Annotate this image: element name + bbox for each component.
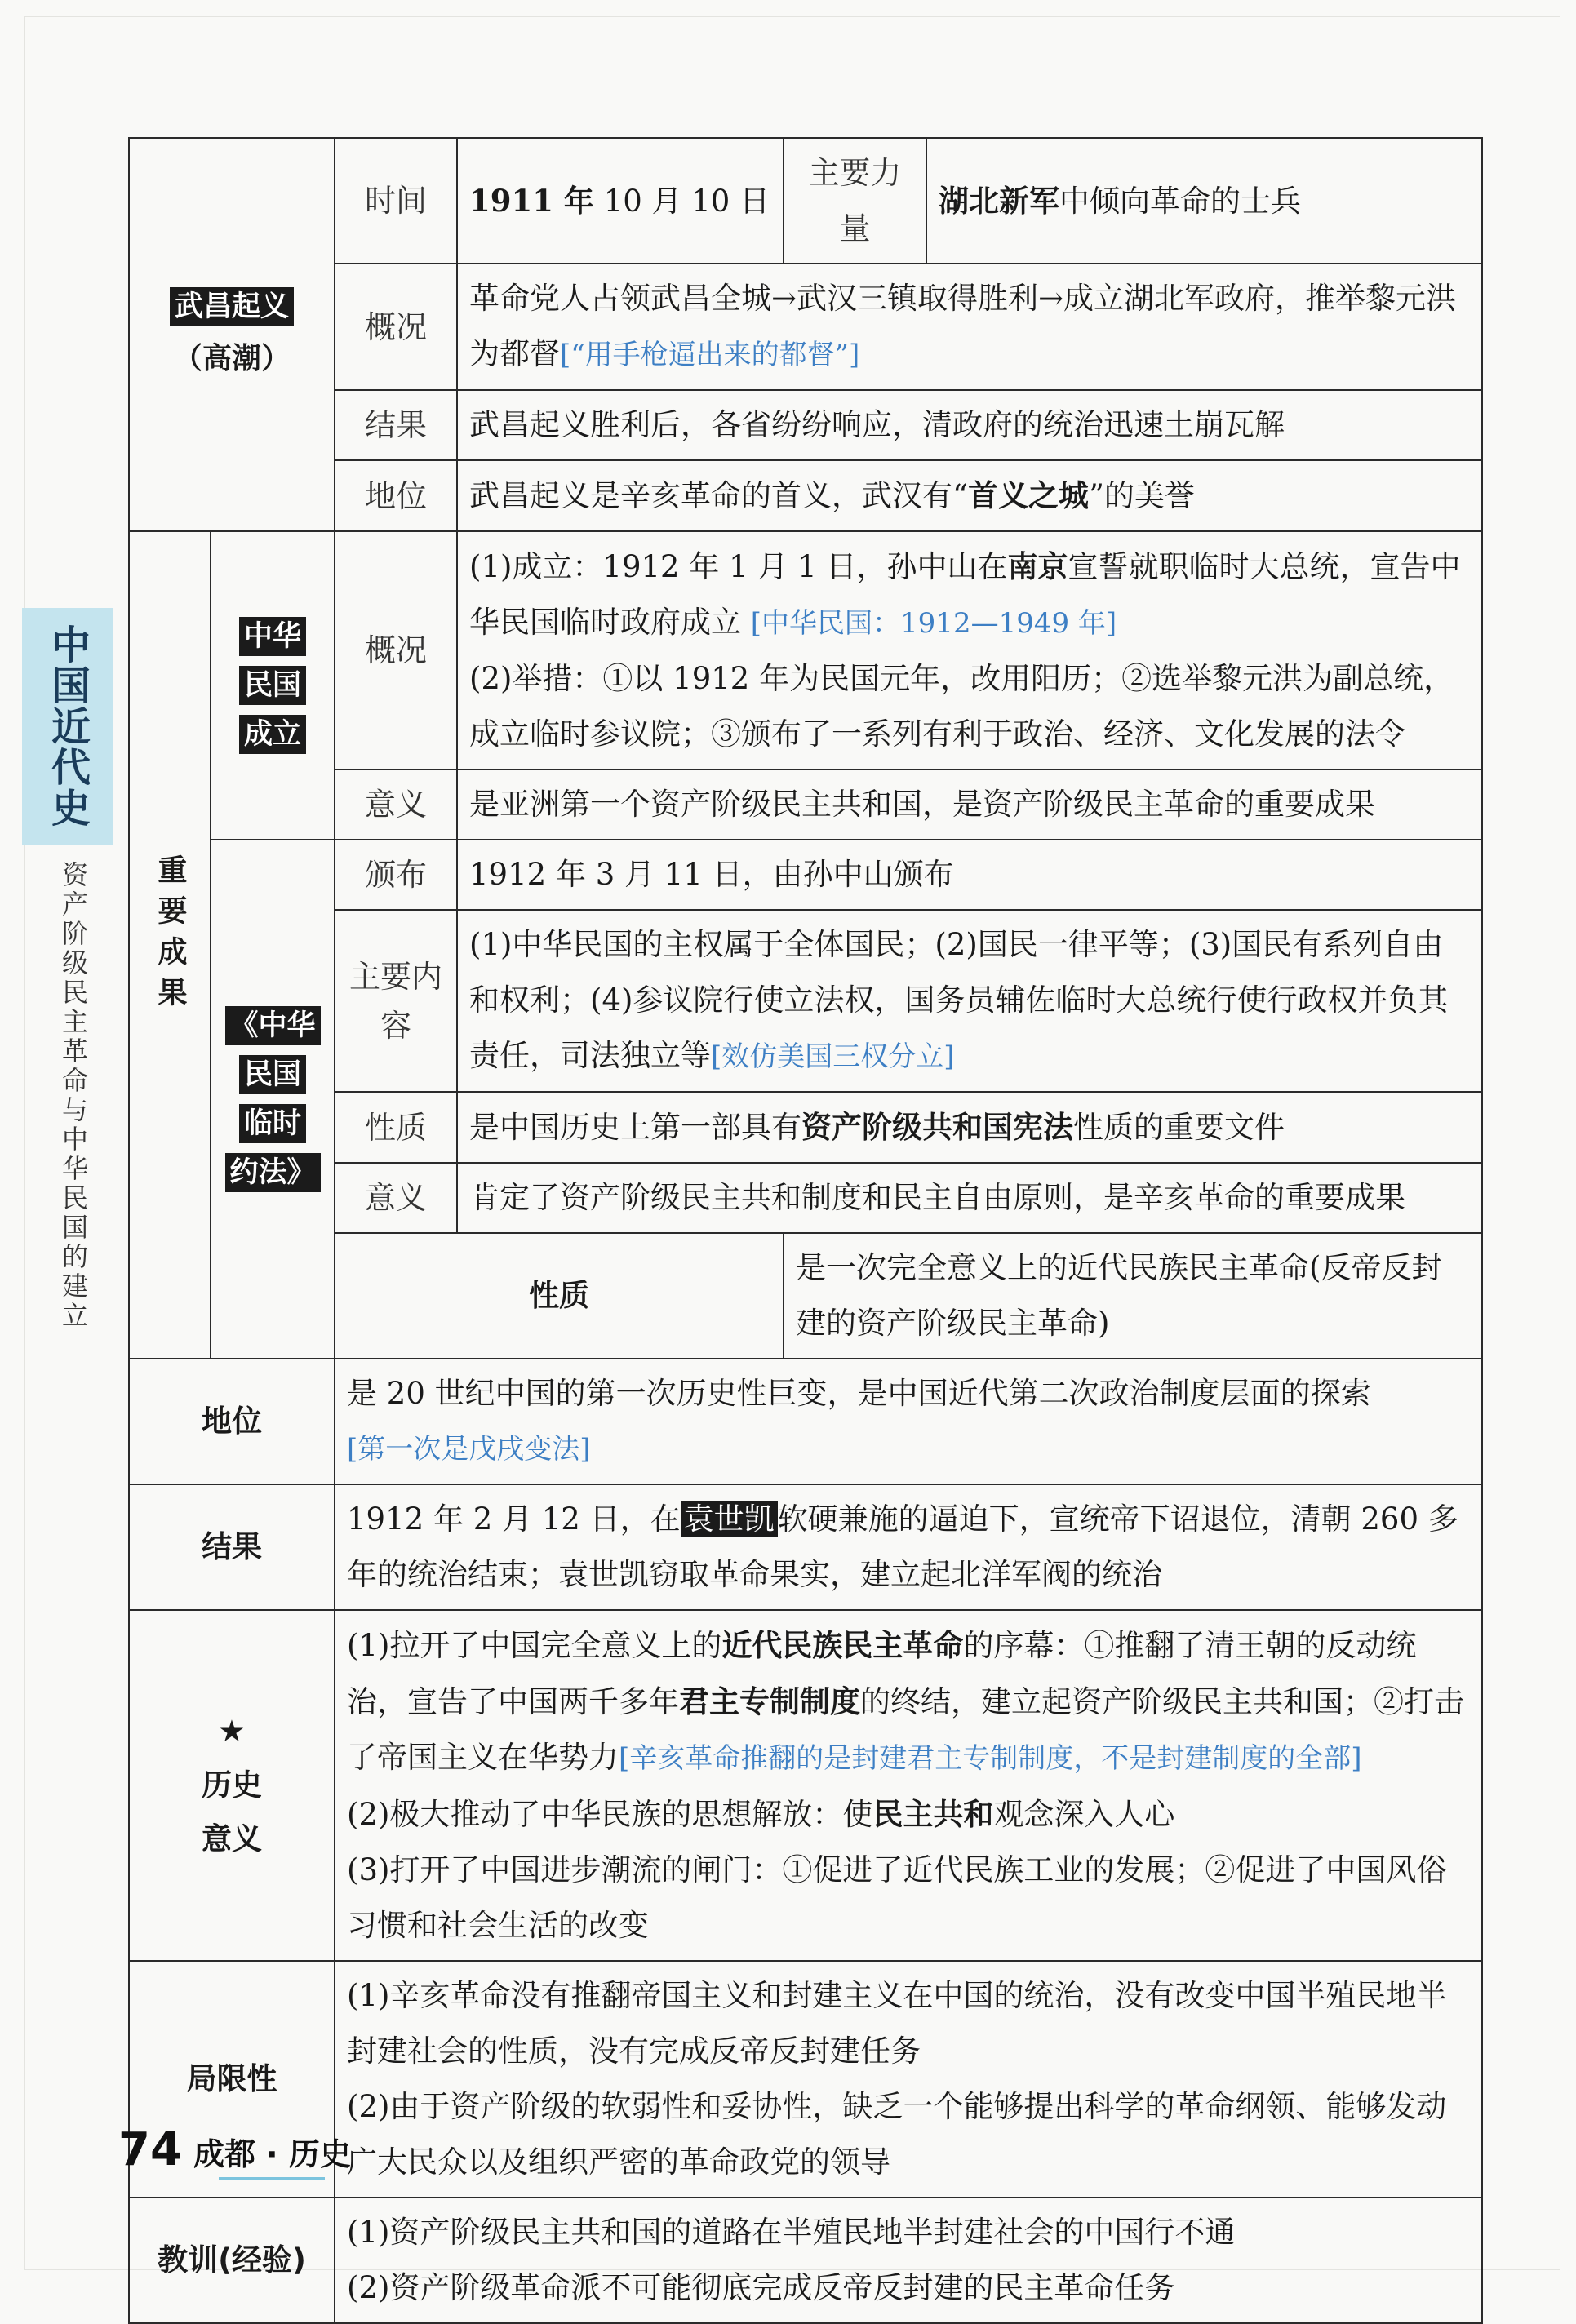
roc-tag-1: 中华 — [239, 617, 306, 656]
roc-p1 — [469, 539, 1470, 651]
force-label: 主要力量 — [784, 138, 926, 264]
achievements-label-cell — [129, 531, 211, 1359]
result-pre: 1912 年 2 月 12 日，在 — [347, 1501, 681, 1537]
overview-note: [“用手枪逼出来的都督”] — [560, 339, 860, 371]
const-nature-pre: 是中国历史上第一部具有 — [469, 1110, 802, 1145]
significance-label-1: 历史 — [202, 1767, 262, 1803]
sig-p2-b: 民主共和 — [872, 1796, 994, 1832]
star-icon: ★ — [218, 1714, 246, 1749]
const-content-note: [效仿美国三权分立] — [711, 1040, 955, 1073]
lesson-p2: (2)资产阶级革命派不可能彻底完成反帝反封建的民主革命任务 — [347, 2270, 1175, 2305]
result-section-label: 结果 — [129, 1484, 335, 1610]
roc-meaning-label: 意义 — [335, 769, 457, 840]
lesson-p1: (1)资产阶级民主共和国的道路在半殖民地半封建社会的中国行不通 — [347, 2215, 1236, 2250]
limitation-label: 局限性 — [129, 1961, 335, 2198]
const-content-label: 主要内容 — [335, 910, 457, 1092]
wuchang-tag: 武昌起义 — [170, 287, 294, 326]
footer-accent-line — [219, 2177, 325, 2180]
roc-overview-label: 概况 — [335, 531, 457, 769]
roc-p2: (2)举措：①以 1912 年为民国元年，改用阳历；②选举黎元洪为副总统，成立临时参议院；③颁布了一系列有利于政治、经济、文化发展的法令 — [469, 661, 1454, 752]
force-value — [926, 138, 1482, 264]
const-nature-post: 性质的重要文件 — [1073, 1110, 1285, 1145]
row-wuchang-time — [129, 138, 1482, 264]
const-tag-1: 《中华 — [225, 1006, 321, 1045]
const-nature-label: 性质 — [335, 1092, 457, 1163]
wuchang-label-cell — [129, 138, 335, 531]
roc-overview-text — [457, 531, 1482, 769]
roc-p1-post: 宣誓就职临时大总统，宣告中华民国临时政府成立 — [469, 549, 1461, 640]
side-tab — [22, 608, 113, 845]
page-number: 74 — [118, 2123, 182, 2176]
status-label: 地位 — [335, 460, 457, 531]
sig-p1-note: [辛亥革命推翻的是封建君主专制制度，不是封建制度的全部] — [619, 1742, 1362, 1775]
const-content-cell — [457, 910, 1482, 1092]
const-content-text: (1)中华民国的主权属于全体国民；(2)国民一律平等；(3)国民有系列自由和权利；(4)参议院行使立法权，国务员辅佐临时大总统行使行政权并负其责任，司法独立等 — [469, 927, 1449, 1073]
roc-tag-3: 成立 — [239, 715, 306, 754]
roc-tag-2: 民国 — [239, 666, 306, 705]
significance-label-2: 意义 — [202, 1821, 262, 1856]
summary-table — [128, 137, 1483, 2324]
const-tag-2: 民国 — [239, 1055, 306, 1094]
side-subtitle: 资产阶级民主革命与中华民国的建立 — [58, 861, 89, 1331]
const-tag-cell — [211, 840, 335, 1359]
lesson-label: 教训(经验) — [129, 2198, 335, 2323]
nature-label: 性质 — [335, 1233, 784, 1359]
const-meaning-label: 意义 — [335, 1163, 457, 1233]
row-position — [129, 1359, 1482, 1484]
position-text: 是 20 世纪中国的第一次历史性巨变，是中国近代第二次政治制度层面的探索 — [347, 1376, 1371, 1411]
sig-p2-a: (2)极大推动了中华民族的思想解放：使 — [347, 1797, 873, 1832]
overview-text: 革命党人占领武昌全城→武汉三镇取得胜利→成立湖北军政府，推举黎元洪为都督 — [469, 281, 1457, 371]
sig-p1-e: 的终结，建立起资产阶级民主共和国；②打击了帝国主义在华势力 — [347, 1684, 1465, 1775]
limitation-p2: (2)由于资产阶级的软弱性和妥协性，缺乏一个能够提出科学的革命纲领、能够发动广大民众以及组织严密的革命政党的领导 — [347, 2089, 1447, 2180]
roc-p1-pre: (1)成立：1912 年 1 月 1 日，孙中山在 — [469, 549, 1008, 584]
status-post: ”的美誉 — [1088, 478, 1195, 513]
const-meaning-text: 肯定了资产阶级民主共和制度和民主自由原则，是辛亥革命的重要成果 — [457, 1163, 1482, 1233]
sig-p1-b: 近代民族民主革命 — [721, 1627, 964, 1663]
status-bold: 首义之城 — [967, 477, 1089, 513]
time-year: 1911 年 — [469, 182, 594, 219]
sig-p1-a: (1)拉开了中国完全意义上的 — [347, 1628, 722, 1663]
roc-p1-bold: 南京 — [1007, 548, 1068, 584]
significance-label-cell — [129, 1610, 335, 1961]
time-rest: 10 月 10 日 — [593, 183, 770, 219]
sig-p1-c: 的序幕：①推翻了清王朝的反动统治，宣告了中国两千多年 — [347, 1628, 1417, 1719]
result-section-cell — [335, 1484, 1482, 1610]
overview-label: 概况 — [335, 264, 457, 390]
position-label: 地位 — [129, 1359, 335, 1484]
result-highlight: 袁世凯 — [681, 1501, 778, 1537]
book-title: 成都 · 历史 — [193, 2136, 351, 2172]
force-rest: 中倾向革命的士兵 — [1059, 183, 1302, 219]
lesson-cell — [335, 2198, 1482, 2323]
limitation-p1: (1)辛亥革命没有推翻帝国主义和封建主义在中国的统治，没有改变中国半殖民地半封建社会的性质，没有完成反帝反封建任务 — [347, 1978, 1447, 2069]
status-text-cell — [457, 460, 1482, 531]
status-pre: 武昌起义是辛亥革命的首义，武汉有“ — [469, 478, 968, 513]
row-roc-overview — [129, 531, 1482, 769]
roc-p1-note: [中华民国：1912—1949 年] — [750, 607, 1117, 640]
significance-p2 — [347, 1786, 1470, 1843]
sig-p1-d: 君主专制制度 — [679, 1683, 861, 1719]
const-tag-3: 临时 — [239, 1104, 306, 1143]
significance-p3: (3)打开了中国进步潮流的闸门：①促进了近代民族工业的发展；②促进了中国风俗习惯和社会生活的改变 — [347, 1852, 1447, 1943]
row-significance — [129, 1610, 1482, 1961]
time-value — [457, 138, 784, 264]
force-bold: 湖北新军 — [939, 182, 1060, 219]
limitation-cell — [335, 1961, 1482, 2198]
wuchang-tag-sub: （高潮） — [173, 342, 291, 375]
achievements-label: 重要成果 — [153, 854, 187, 1018]
side-tab-title: 中国近代史 — [44, 624, 91, 828]
nature-text: 是一次完全意义上的近代民族民主革命(反帝反封建的资产阶级民主革命) — [784, 1233, 1482, 1359]
page-footer — [118, 2123, 351, 2176]
position-note: [第一次是戊戌变法] — [347, 1433, 591, 1466]
side-subtitle-wrap — [49, 861, 98, 1399]
row-result — [129, 1484, 1482, 1610]
row-lesson — [129, 2198, 1482, 2323]
significance-p1 — [347, 1617, 1470, 1786]
roc-meaning-text: 是亚洲第一个资产阶级民主共和国，是资产阶级民主革命的重要成果 — [457, 769, 1482, 840]
row-const-issue — [129, 840, 1482, 910]
const-nature-cell — [457, 1092, 1482, 1163]
const-issue-text: 1912 年 3 月 11 日，由孙中山颁布 — [457, 840, 1482, 910]
time-label: 时间 — [335, 138, 457, 264]
const-issue-label: 颁布 — [335, 840, 457, 910]
overview-text-cell — [457, 264, 1482, 390]
roc-tag-cell — [211, 531, 335, 840]
sig-p2-c: 观念深入人心 — [993, 1797, 1175, 1832]
const-nature-bold: 资产阶级共和国宪法 — [801, 1109, 1074, 1145]
result-text: 武昌起义胜利后，各省纷纷响应，清政府的统治迅速土崩瓦解 — [457, 390, 1482, 460]
significance-cell — [335, 1610, 1482, 1961]
const-tag-4: 约法》 — [225, 1153, 321, 1192]
result-post: 软硬兼施的逼迫下，宣统帝下诏退位，清朝 260 多年的统治结束；袁世凯窃取革命果实，建立起北洋军阀的统治 — [347, 1501, 1458, 1592]
result-label: 结果 — [335, 390, 457, 460]
position-cell — [335, 1359, 1482, 1484]
